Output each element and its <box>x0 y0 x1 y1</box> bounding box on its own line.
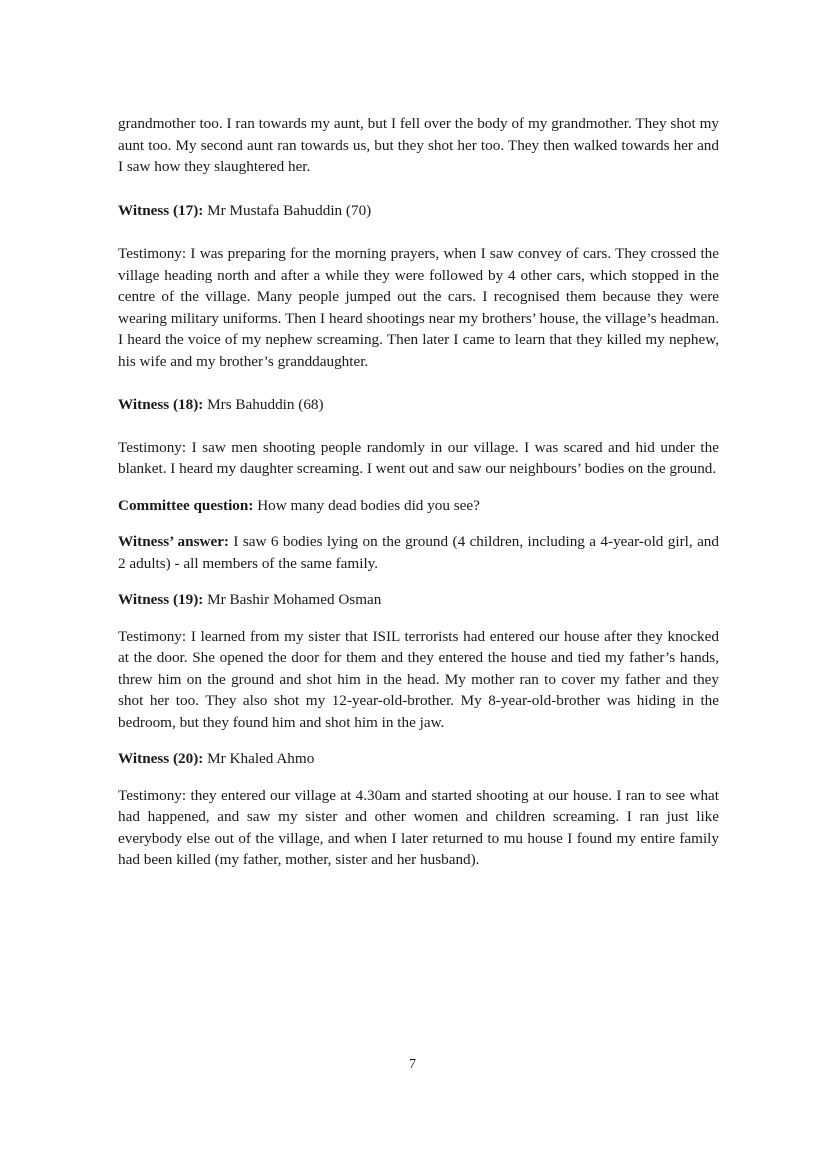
witness-18-label: Witness (18): <box>118 396 204 413</box>
witness-17-testimony: Testimony: I was preparing for the morning prayers, when I saw convey of cars. They crossed the village heading north and after a while they were followed by 4 other cars, which stopped in the centre of the village. Many people jumped out the cars. I recognised them because they were wearing military uniforms. Then I heard shootings near my brothers’ house, the village’s headman. I heard the voice of my nephew screaming. Then later I came to learn that they killed my nephew, his wife and my brother’s granddaughter. <box>118 245 719 370</box>
witness-19-name: Mr Bashir Mohamed Osman <box>203 591 382 608</box>
document-page <box>118 113 719 871</box>
witness-18-heading <box>118 394 719 416</box>
committee-question <box>118 495 719 517</box>
witness-17-label: Witness (17): <box>118 201 204 219</box>
witness-answer <box>118 531 719 574</box>
witness-answer-text: I saw 6 bodies lying on the ground (4 children, including a 4-year-old girl, and 2 adults) - all members of the same family. <box>118 533 719 572</box>
witness-19-testimony: Testimony: I learned from my sister that ISIL terrorists had entered our house after they knocked at the door. She opened the door for them and they entered the house and tied my father’s hands, threw him on the ground and shot him in the head. My mother ran to cover my father and they shot her too. They also shot my 12-year-old-brother. My 8-year-old-brother was hiding in the bedroom, but they found him and shot him in the jaw. <box>118 627 719 731</box>
witness-20-testimony: Testimony: they entered our village at 4.30am and started shooting at our house. I ran to see what had happened, and saw my sister and other women and children screaming. I ran just like everybody else out of the village, and when I later returned to mu house I found my entire family had been killed (my father, mother, sister and her husband). <box>118 786 719 868</box>
witness-19-heading <box>118 589 719 611</box>
witness-18-name: Mrs Bahuddin (68) <box>203 396 324 413</box>
committee-question-text: How many dead bodies did you see? <box>253 496 480 514</box>
witness-17-heading <box>118 200 719 222</box>
witness-20-heading <box>118 748 719 770</box>
page-number: 7 <box>409 1057 416 1072</box>
witness-20-name: Mr Khaled Ahmo <box>203 750 315 767</box>
committee-question-label: Committee question: <box>118 496 254 514</box>
witness-19-label: Witness (19): <box>118 591 204 608</box>
witness-20-label: Witness (20): <box>118 750 204 767</box>
witness-answer-label: Witness’ answer: <box>118 533 229 550</box>
witness-18-testimony: Testimony: I saw men shooting people randomly in our village. I was scared and hid under the blanket. I heard my daughter screaming. I went out and saw our neighbours’ bodies on the ground. <box>118 438 719 477</box>
witness-17-name: Mr Mustafa Bahuddin (70) <box>203 201 372 219</box>
intro-paragraph: grandmother too. I ran towards my aunt, but I fell over the body of my grandmother. They shot my aunt too. My second aunt ran towards us, but they shot her too. They then walked towards her and I saw how they slaughtered her. <box>118 115 719 175</box>
